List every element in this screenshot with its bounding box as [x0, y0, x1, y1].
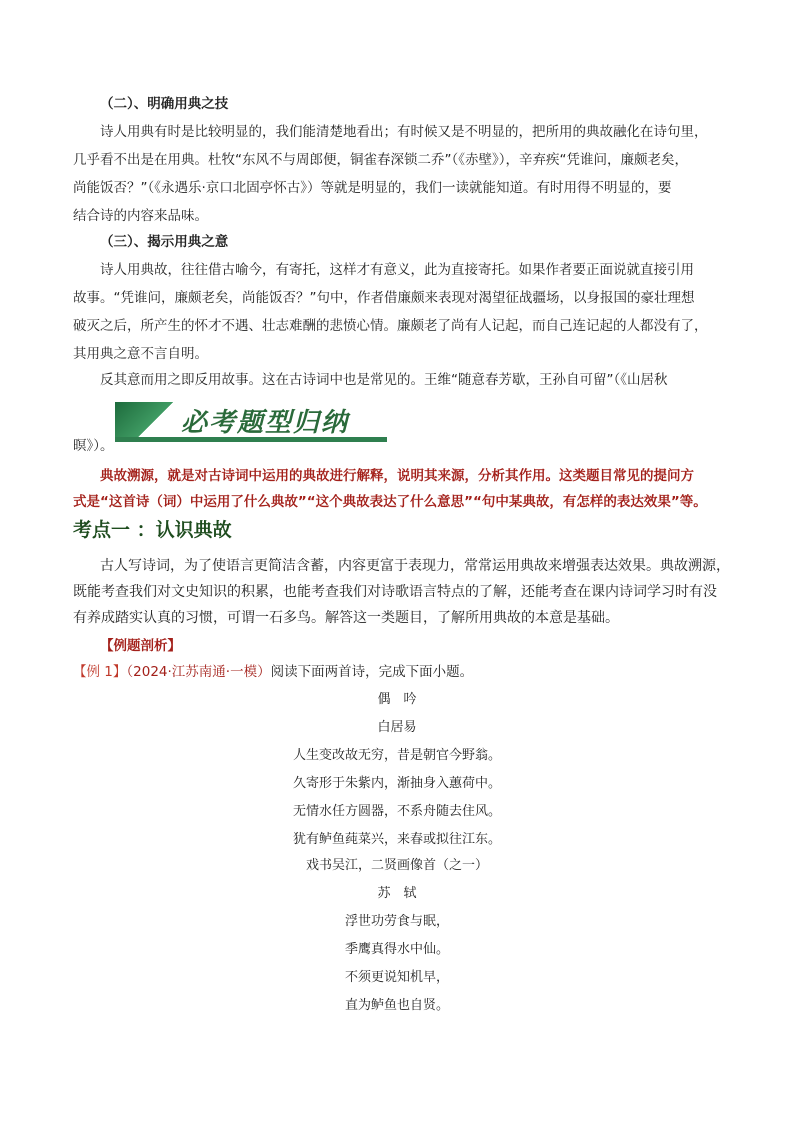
banner-triangle-icon	[115, 402, 177, 437]
section2-heading: （二）、明确用典之技	[100, 96, 229, 112]
intro-line-1: 典故溯源，就是对古诗词中运用的典故进行解释，说明其来源，分析其作用。这类题目常见的提问方	[100, 468, 694, 484]
poem2-line-3: 不须更说知机早，	[344, 970, 449, 985]
kaodian-line-2: 既能考查我们对文史知识的积累，也能考查我们对诗歌语言特点的了解，还能考查在课内诗词学习时有没	[73, 584, 717, 600]
section3-line-6: 暝》）。	[73, 438, 114, 454]
poem1-line-4: 犹有鲈鱼莼菜兴，来春或拟往江东。	[292, 832, 501, 847]
kaodian-line-3: 有养成踏实认真的习惯，可谓一石多鸟。解答这一类题目，了解所用典故的本意是基础。	[73, 610, 619, 626]
section3-line-1: 诗人用典故，往往借古喻今，有寄托，这样才有意义，此为直接寄托。如果作者要正面说就直接引用	[100, 262, 694, 278]
section2-line-3: 尚能饭否？”（《永遇乐·京口北固亭怀古》）等就是明显的，我们一读就能知道。有时用得不明显的，要	[73, 180, 672, 196]
example-instruction: 阅读下面两首诗，完成下面小题。	[270, 664, 474, 680]
poem1-author: 白居易	[377, 720, 417, 735]
kaodian-line-1: 古人写诗词，为了使语言更简洁含蓄，内容更富于表现力，常常运用典故来增强表达效果。典故溯源，	[100, 558, 730, 574]
intro-line-2: 式是“这首诗（词）中运用了什么典故”“这个典故表达了什么意思”“句中某典故，有怎样的表达效果”等。	[73, 494, 707, 510]
poem2-line-1: 浮世功劳食与眠，	[344, 914, 449, 929]
poem1-line-1: 人生变改故无穷，昔是朝官今野翁。	[292, 748, 501, 763]
poem1-line-2: 久寄形于朱紫内，渐抽身入蕙荷中。	[292, 776, 501, 791]
section2-line-4: 结合诗的内容来品味。	[73, 208, 208, 224]
section2-line-2: 几乎看不出是在用典。杜牧“东风不与周郎便，铜雀春深锁二乔”（《赤壁》），辛弃疾“凭谁问，廉颇老矣，	[73, 152, 688, 168]
example-source: （2024·江苏南通·一模）	[126, 664, 271, 680]
section-banner	[115, 402, 387, 442]
example-label: 【例 1】	[73, 664, 127, 680]
poem2-title: 戏书吴江，二贤画像首（之一）	[305, 858, 488, 873]
kaodian-title: 考点一 ：认识典故	[73, 519, 232, 541]
poem1-line-3: 无情水任方圆器，不系舟随去住风。	[292, 804, 501, 819]
banner-title: 必考题型归纳	[181, 408, 350, 438]
section2-line-1: 诗人用典有时是比较明显的，我们能清楚地看出；有时候又是不明显的，把所用的典故融化在诗句里，	[100, 124, 708, 140]
poem2-author: 苏 轼	[377, 886, 417, 901]
example-line	[73, 658, 733, 686]
section3-line-2: 故事。“凭谁问，廉颇老矣，尚能饭否？”句中，作者借廉颇来表现对渴望征战疆场，以身报国的豪壮理想	[73, 290, 695, 306]
section3-line-4: 其用典之意不言自明。	[73, 346, 208, 362]
section3-line-5: 反其意而用之即反用故事。这在古诗词中也是常见的。王维“随意春芳歇，王孙自可留”（《山居秋	[100, 372, 668, 388]
poem1-title: 偶 吟	[377, 692, 417, 707]
poem2-line-4: 直为鲈鱼也自贤。	[344, 998, 449, 1013]
poem2-line-2: 季鹰真得水中仙。	[344, 942, 449, 957]
example-tag: 【例题剖析】	[100, 638, 181, 654]
section3-line-3: 破灭之后，所产生的怀才不遇、壮志难酬的悲愤心情。廉颇老了尚有人记起，而自己连记起的人都没有了，	[73, 318, 708, 334]
section3-heading: （三）、揭示用典之意	[100, 234, 229, 250]
